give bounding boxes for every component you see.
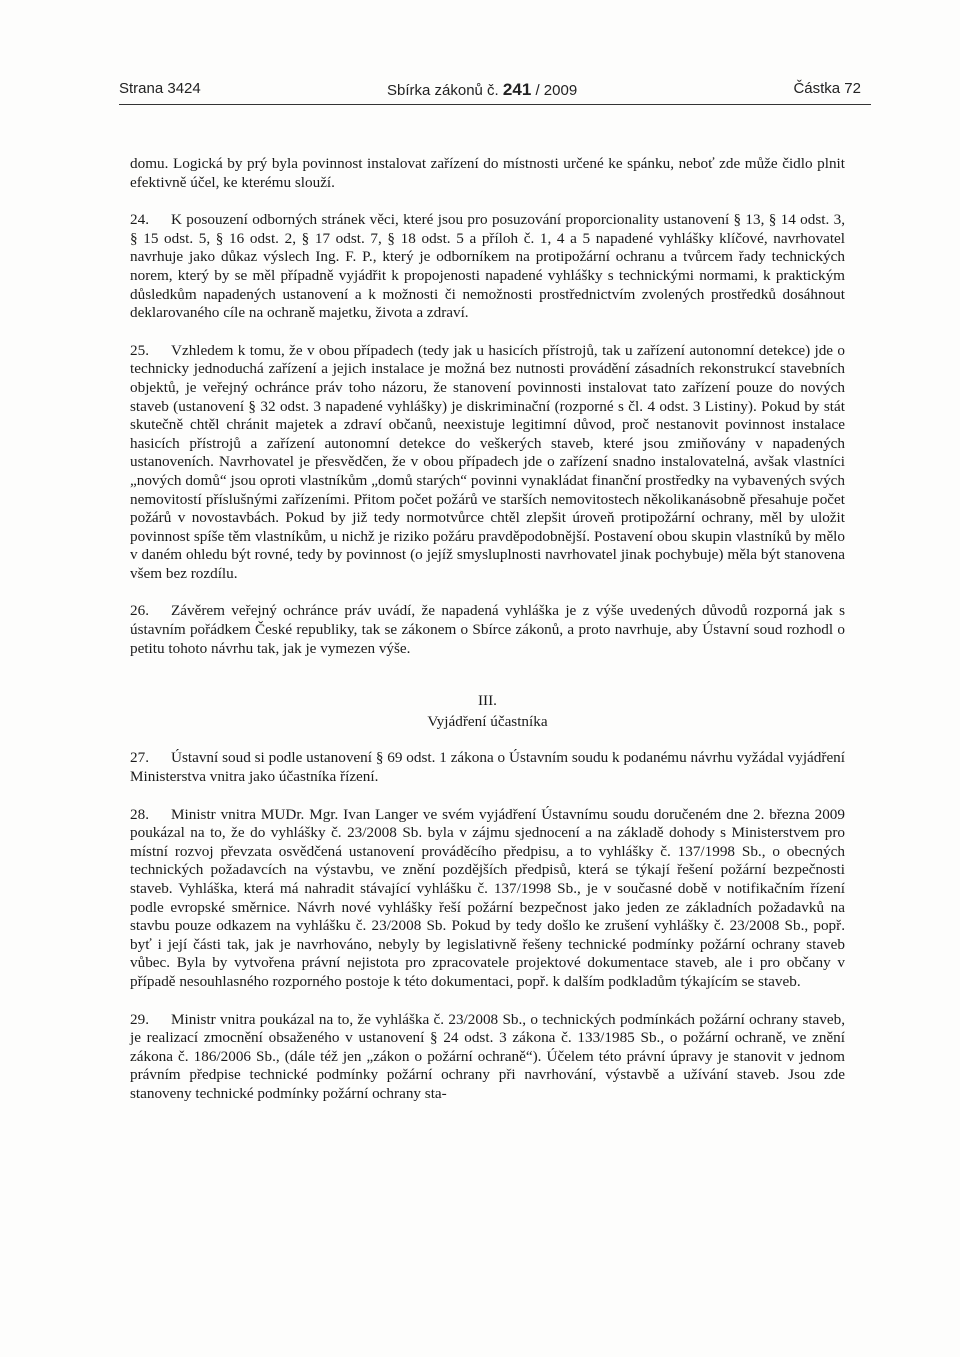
paragraph-24 bbox=[130, 211, 845, 323]
collection-prefix: Sbírka zákonů č. bbox=[387, 82, 499, 99]
paragraph-text: Ministr vnitra poukázal na to, že vyhláška č. 23/2008 Sb., o technických podmínkách požární ochrany staveb, je realizací zmocnění obsaženého v ustanovení § 24 odst. 3 zákona č. 133/1985 Sb., o požární ochraně, ve znění zákona č. 186/2006 Sb., (dále též jen „zákon o požární ochraně“). Účelem této právní úpravy je stanovit v jednom právním předpise technické podmínky požární ochrany při navrhování, výstavbě a užívání staveb. Jsou zde stanoveny technické podmínky požární ochrany sta- bbox=[130, 1010, 845, 1102]
paragraph-text: K posouzení odborných stránek věci, které jsou pro posuzování proporcionality ustanovení § 13, § 14 odst. 3, § 15 odst. 5, § 16 odst. 2, § 17 odst. 7, § 18 odst. 5 a příloh č. 1, 4 a 5 napadené vyhlášky klíčové, navrhovatel navrhuje jako důkaz výslech Ing. F. P., který je odborníkem na protipožární ochranu a tvůrcem řady technických norem, který by se měl případně vyjádřit k propojenosti napadené vyhlášky s technickými normami, k praktickým důsledkům napadených ustanovení a k možnosti či nemožnosti prostřednictvím zvolených prostředků dosáhnout deklarovaného cíle na ochraně majetku, života a zdraví. bbox=[130, 211, 845, 322]
law-year: / 2009 bbox=[535, 82, 578, 99]
paragraph-continuation bbox=[130, 155, 845, 192]
section-number: III. bbox=[478, 692, 497, 710]
paragraph-number: 24. bbox=[130, 211, 149, 229]
header-divider bbox=[119, 104, 871, 105]
section-title: Vyjádření účastníka bbox=[427, 712, 548, 730]
section-heading bbox=[130, 692, 845, 731]
paragraph-number: 29. bbox=[130, 1010, 149, 1028]
paragraph-text: Ministr vnitra MUDr. Mgr. Ivan Langer ve svém vyjádření Ústavnímu soudu doručeném dne 2. března 2009 poukázal na to, že do vyhlášky č. 23/2008 Sb. byla v zájmu sjednocení a na základě dohody s Ministerstvem pro místní rozvoj převzata osvědčená ustanovení prováděcího předpisu, a to vyhlášky č. 137/1998 Sb., o obecných technických požadavcích na výstavbu, ve znění pozdějších předpisů, která se týkají řešení požární bezpečnosti staveb. Vyhláška, která má nahradit stávající vyhlášku č. 137/1998 Sb., je v současné době v notifikačním řízení podle evropské směrnice. Návrh nové vyhlášky řeší požární bezpečnost jako jeden ze základních požadavků na stavbu pouze odkazem na vyhlášku č. 23/2008 Sb. Pokud by tedy došlo ke zrušení vyhlášky č. 23/2008 Sb., popř. byť i její části tak, jak je navrhováno, nebyly by legislativně řešeny technické podmínky požární ochrany staveb vůbec. Byla by vytvořena právní nejistota pro zpracovatele projektové dokumentace staveb, ale i pro občany v případě nesouhlasného rozporného postoje k této dokumentaci, popř. k dalším podkladům týkajícím se staveb. bbox=[130, 805, 845, 990]
paragraph-29 bbox=[130, 1011, 845, 1104]
law-number: 241 bbox=[502, 80, 532, 99]
paragraph-text: Ústavní soud si podle ustanovení § 69 odst. 1 zákona o Ústavním soudu k podanému návrhu vyžádal vyjádření Ministerstva vnitra jako účastníka řízení. bbox=[130, 749, 845, 786]
paragraph-27 bbox=[130, 749, 845, 786]
paragraph-25 bbox=[130, 342, 845, 584]
document-body bbox=[130, 155, 845, 1123]
paragraph-number: 28. bbox=[130, 805, 149, 823]
page-number: Strana 3424 bbox=[119, 80, 201, 97]
paragraph-28 bbox=[130, 806, 845, 992]
part-number: Částka 72 bbox=[793, 80, 861, 97]
paragraph-text: Závěrem veřejný ochránce práv uvádí, že napadená vyhláška je z výše uvedených důvodů rozporná jak s ústavním pořádkem České republiky, tak se zákonem o Sbírce zákonů, a proto navrhuje, aby Ústavní soud rozhodl o petitu tohoto návrhu tak, jak je vymezen výše. bbox=[130, 602, 845, 657]
paragraph-number: 27. bbox=[130, 749, 149, 767]
paragraph-number: 25. bbox=[130, 341, 149, 359]
paragraph-text: Vzhledem k tomu, že v obou případech (tedy jak u hasicích přístrojů, tak u zařízení autonomní detekce) jde o technicky jednoduchá zařízení a jejich instalace je možná bez nutnosti provádění zásadních rekonstrukcí stavebních objektů, je veřejný ochránce práv toho názoru, že stanovení povinnosti instalovat tato zařízení pouze do nových staveb (ustanovení § 32 odst. 3 napadené vyhlášky) je diskriminační (rozporné s čl. 4 odst. 3 Listiny). Pokud by stát skutečně chtěl chránit majetek a zdraví občanů, neexistuje legitimní důvod, proč nestanovit povinnost instalace hasicích přístrojů a zařízení autonomní detekce do veškerých staveb, které jsou zmiňovány v napadených ustanoveních. Navrhovatel je přesvědčen, že v obou případech jde o zařízení snadno instalovatelná, avšak vlastníci „nových domů“ jsou oproti vlastníkům „domů starých“ povinni vynakládat finanční prostředky na vybavených svých nemovitostí příslušnými zařízeními. Přitom počet požárů ve starších nemovitostech několikanásobně přesahuje počet požárů v novostavbách. Pokud by již tedy normotvůrce chtěl zlepšit úroveň protipožární ochrany, měl by uložit povinnost spíše těm vlastníkům, u nichž je riziko požáru pravděpodobnější. Postavení obou skupin vlastníků by mělo v daném ohledu být rovné, tedy by povinnost (o jejíž smysluplnosti navrhovatel jinak pochybuje) měla být stanovena všem bez rozdílu. bbox=[130, 341, 845, 582]
collection-reference bbox=[387, 80, 577, 100]
paragraph-26 bbox=[130, 602, 845, 658]
paragraph-text: domu. Logická by prý byla povinnost instalovat zařízení do místnosti určené ke spánku, neboť zde může čidlo plnit efektivně účel, ke kterému slouží. bbox=[130, 155, 845, 191]
paragraph-number: 26. bbox=[130, 602, 149, 620]
